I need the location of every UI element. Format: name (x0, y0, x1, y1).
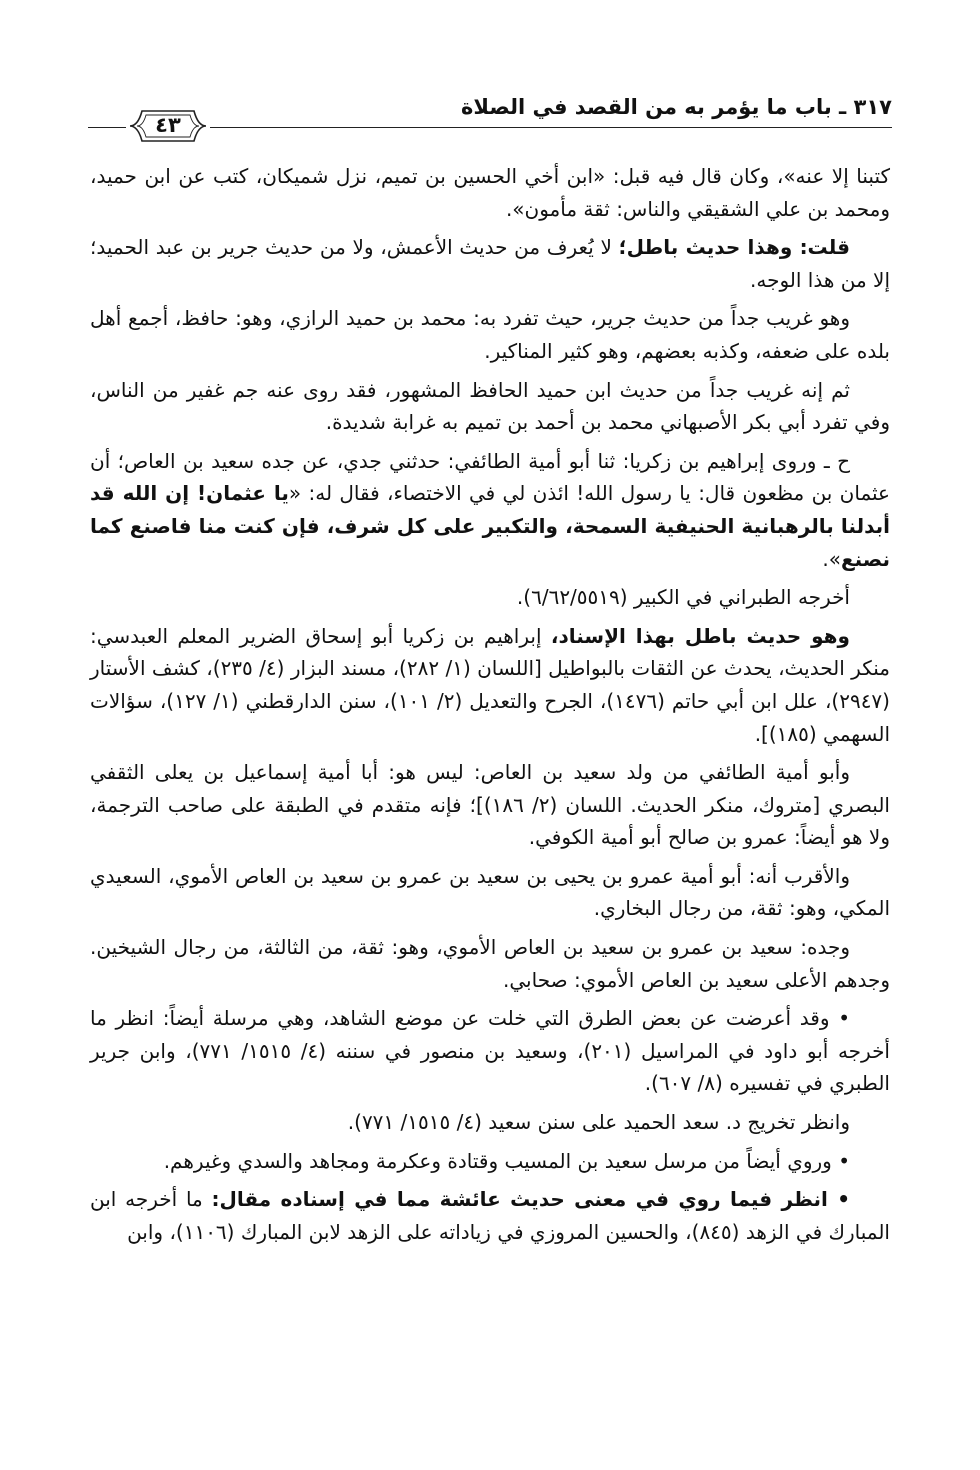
paragraph (90, 620, 890, 750)
paragraph (90, 445, 890, 575)
bold-text: وهو حديث باطل بهذا الإسناد، (550, 623, 850, 648)
paragraph (90, 756, 890, 854)
text-run: وأبو أمية الطائفي من ولد سعيد بن العاص: ليس هو: أبا أمية إسماعيل بن يعلى الثقفي البصري [متروك، منكر الحديث. اللسان (٢/ ١٨٦)]؛ فإنه متقدم في الطبقة على صاحب الترجمة، ولا هو أيضاً: عمرو بن صالح أبو أمية الكوفي. (90, 760, 890, 850)
text-run: وجده: سعيد بن عمرو بن سعيد بن العاص الأموي، وهو: ثقة، من الثالثة، من رجال الشيخين. وجدهم الأعلى سعيد بن العاص الأموي: صحابي. (90, 935, 890, 992)
bold-text: • انظر فيما روي في معنى حديث عائشة مما في إسناده مقال: (211, 1187, 850, 1212)
paragraph (90, 160, 890, 225)
paragraph (90, 1002, 890, 1100)
bold-text: قلت: وهذا حديث باطل؛ (618, 235, 850, 260)
text-run: كتبنا إلا عنه»، وكان قال فيه قبل: «ابن أخي الحسين بن تميم، نزل شميكان، كتب عن ابن حميد، ومحمد بن علي الشقيقي والناس: ثقة مأمون». (90, 164, 890, 221)
header-rule (210, 127, 892, 128)
paragraph (90, 1183, 890, 1248)
chapter-title: ٣١٧ ـ باب ما يؤمر به من القصد في الصلاة (461, 95, 892, 119)
page-number-badge (128, 107, 208, 145)
text-run: وانظر تخريج د. سعد الحميد على سنن سعيد (٤/ ١٥١٥/ ٧٧١). (347, 1110, 850, 1135)
page-number: ٤٣ (155, 113, 181, 137)
bold-text: يا عثمان! إن الله قد أبدلنا بالرهبانية الحنيفية السمحة، والتكبير على كل شرف، فإن كنت منا فاصنع كما نصنع (90, 481, 890, 571)
paragraph (90, 374, 890, 439)
text-run: ح ـ وروى إبراهيم بن زكريا: ثنا أبو أمية الطائفي: حدثني جدي، عن جده سعيد بن العاص؛ أن عثمان بن مظعون قال: يا رسول الله! ائذن لي في الاختصاء، فقال له: « (90, 448, 890, 506)
paragraph (90, 1145, 890, 1178)
paragraph (90, 1106, 890, 1139)
body-text (90, 160, 890, 1248)
paragraph (90, 931, 890, 996)
text-run: • وقد أعرضت عن بعض الطرق التي خلت عن موضع الشاهد، وهي مرسلة أيضاً: انظر ما أخرجه أبو داود في المراسيل (٢٠١)، وسعيد بن منصور في سننه (٤/ ١٥١٥/ ٧٧١)، وابن جرير الطبري في تفسيره (٨/ ٦٠٧). (90, 1006, 890, 1096)
paragraph (90, 860, 890, 925)
text-run: ». (822, 546, 841, 571)
text-run: والأقرب أنه: أبو أمية عمرو بن يحيى بن سعيد بن عمرو بن سعيد بن العاص الأموي، السعيدي المكي، وهو: ثقة، من رجال البخاري. (90, 863, 890, 921)
paragraph (90, 302, 890, 367)
page-header (88, 93, 892, 141)
text-run: ثم إنه غريب جداً من حديث ابن حميد الحافظ المشهور، فقد روى عنه جم غفير من الناس، وفي تفرد أبي بكر الأصبهاني محمد بن أحمد بن تميم به غرابة شديدة. (90, 377, 890, 435)
text-run: لا يُعرف من حديث الأعمش، ولا من حديث جرير بن عبد الحميد؛ إلا من هذا الوجه. (90, 235, 890, 292)
text-run: أخرجه الطبراني في الكبير (٦/٦٢/٥٥١٩). (516, 585, 850, 610)
text-run: • وروي أيضاً من مرسل سعيد بن المسيب وقتادة وعكرمة ومجاهد والسدي وغيرهم. (163, 1148, 850, 1173)
text-run: إبراهيم بن زكريا أبو إسحاق الضرير المعلم العبدسي: منكر الحديث، يحدث عن الثقات بالبواطيل [اللسان (١/ ٢٨٢)، مسند البزار (٤/ ٢٣٥)، كشف الأستار (٢٩٤٧)، علل ابن أبي حاتم (١٤٧٦)، الجرح والتعديل (٢/ ١٠١)، سنن الدارقطني (١/ ١٢٧)، سؤالات السهمي (١٨٥)]. (90, 623, 890, 746)
header-rule-left (88, 127, 126, 128)
paragraph (90, 581, 890, 614)
text-run: ما أخرجه ابن المبارك في الزهد (٨٤٥)، والحسين المروزي في زياداته على الزهد لابن المبارك (١١٠٦)، وابن (90, 1187, 890, 1244)
text-run: وهو غريب جداً من حديث جرير، حيث تفرد به: محمد بن حميد الرازي، وهو: حافظ، أجمع أهل بلده على ضعفه، وكذبه بعضهم، وهو كثير المناكير. (90, 306, 890, 363)
paragraph (90, 231, 890, 296)
